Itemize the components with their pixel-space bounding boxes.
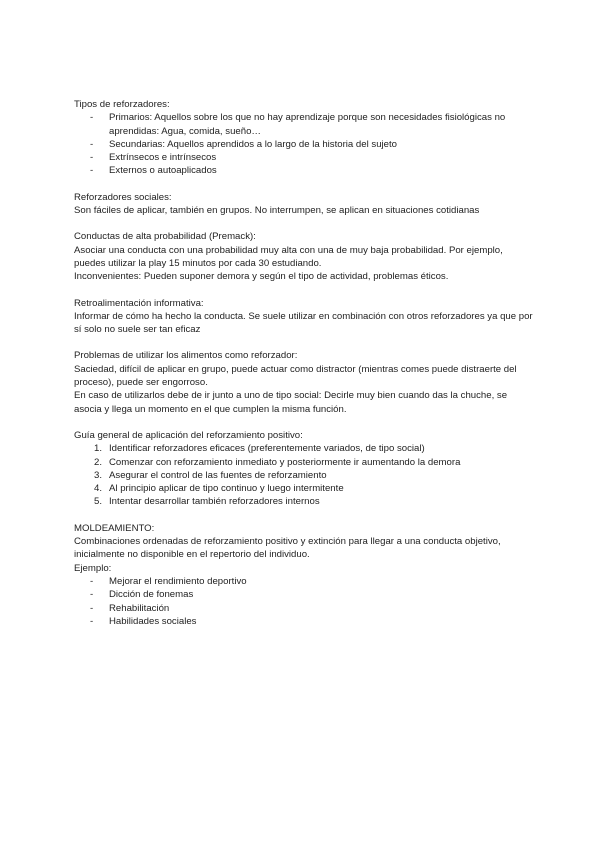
paragraph: Inconvenientes: Pueden suponer demora y según el tipo de actividad, problemas éticos. — [74, 271, 449, 283]
section-reforzadores-sociales — [74, 191, 534, 218]
list-item: 2. Comenzar con reforzamiento inmediato y posteriormente ir aumentando la demora — [93, 456, 461, 468]
paragraph: Saciedad, difícil de aplicar en grupo, puede actuar como distractor (mientras comes puede distraerte del proceso), puede ser engorroso. — [74, 363, 517, 389]
section-heading: Guía general de aplicación del reforzamiento positivo: — [74, 429, 303, 441]
numbered-list — [74, 442, 534, 508]
list-item: - Dicción de fonemas — [90, 589, 194, 601]
section-heading: Problemas de utilizar los alimentos como reforzador: — [74, 350, 298, 362]
paragraph: Informar de cómo ha hecho la conducta. Se suele utilizar en combinación con otros reforzadores ya que por sí solo no suele ser tan eficaz — [74, 310, 533, 336]
paragraph: En caso de utilizarlos debe de ir junto a uno de tipo social: Decirle muy bien cuando das la chuche, se asocia y llega un momento en el que cumplen la misma función. — [74, 390, 508, 415]
example-label: Ejemplo: — [74, 562, 112, 574]
list-item: - Mejorar el rendimiento deportivo — [90, 575, 247, 587]
list-item: - Primarios: Aquellos sobre los que no hay aprendizaje porque son necesidades fisiológicas no aprendidas: Agua, comida, sueño… — [90, 112, 506, 137]
dash-list — [74, 111, 534, 177]
section-heading: Conductas de alta probabilidad (Premack): — [74, 231, 256, 243]
list-item: - Habilidades sociales — [90, 615, 197, 627]
list-item: 1. Identificar reforzadores eficaces (preferentemente variados, de tipo social) — [93, 443, 425, 455]
section-heading: Reforzadores sociales: — [74, 191, 172, 203]
list-item: - Secundarias: Aquellos aprendidos a lo largo de la historia del sujeto — [90, 138, 397, 150]
dash-list — [74, 575, 534, 628]
section-heading: Tipos de reforzadores: — [74, 99, 170, 110]
paragraph: Combinaciones ordenadas de reforzamiento positivo y extinción para llegar a una conducta objetivo, inicialmente no disponible en el repertorio del individuo. — [74, 536, 501, 561]
list-item: 5. Intentar desarrollar también reforzadores internos — [93, 496, 320, 508]
section-premack — [74, 230, 534, 283]
section-tipos-reforzadores — [74, 98, 534, 178]
section-guia-general — [74, 429, 534, 509]
list-item: - Extrínsecos e intrínsecos — [90, 152, 217, 164]
paragraph: Son fáciles de aplicar, también en grupos. No interrumpen, se aplican en situaciones cotidianas — [74, 205, 480, 217]
list-item: - Rehabilitación — [90, 602, 170, 614]
section-heading: MOLDEAMIENTO: — [74, 522, 155, 534]
paragraph: Asociar una conducta con una probabilidad muy alta con una de muy baja probabilidad. Por ejemplo, puedes utilizar la play 15 minutos por cada 30 estudiando. — [74, 244, 503, 269]
section-alimentos — [74, 349, 534, 415]
section-heading: Retroalimentación informativa: — [74, 297, 204, 309]
list-item: 3. Asegurar el control de las fuentes de reforzamiento — [93, 469, 327, 481]
list-item: - Externos o autoaplicados — [90, 165, 217, 177]
document-page — [74, 98, 534, 641]
section-moldeamiento — [74, 522, 534, 628]
section-retroalimentacion — [74, 297, 534, 337]
list-item: 4. Al principio aplicar de tipo continuo y luego intermitente — [93, 483, 344, 495]
